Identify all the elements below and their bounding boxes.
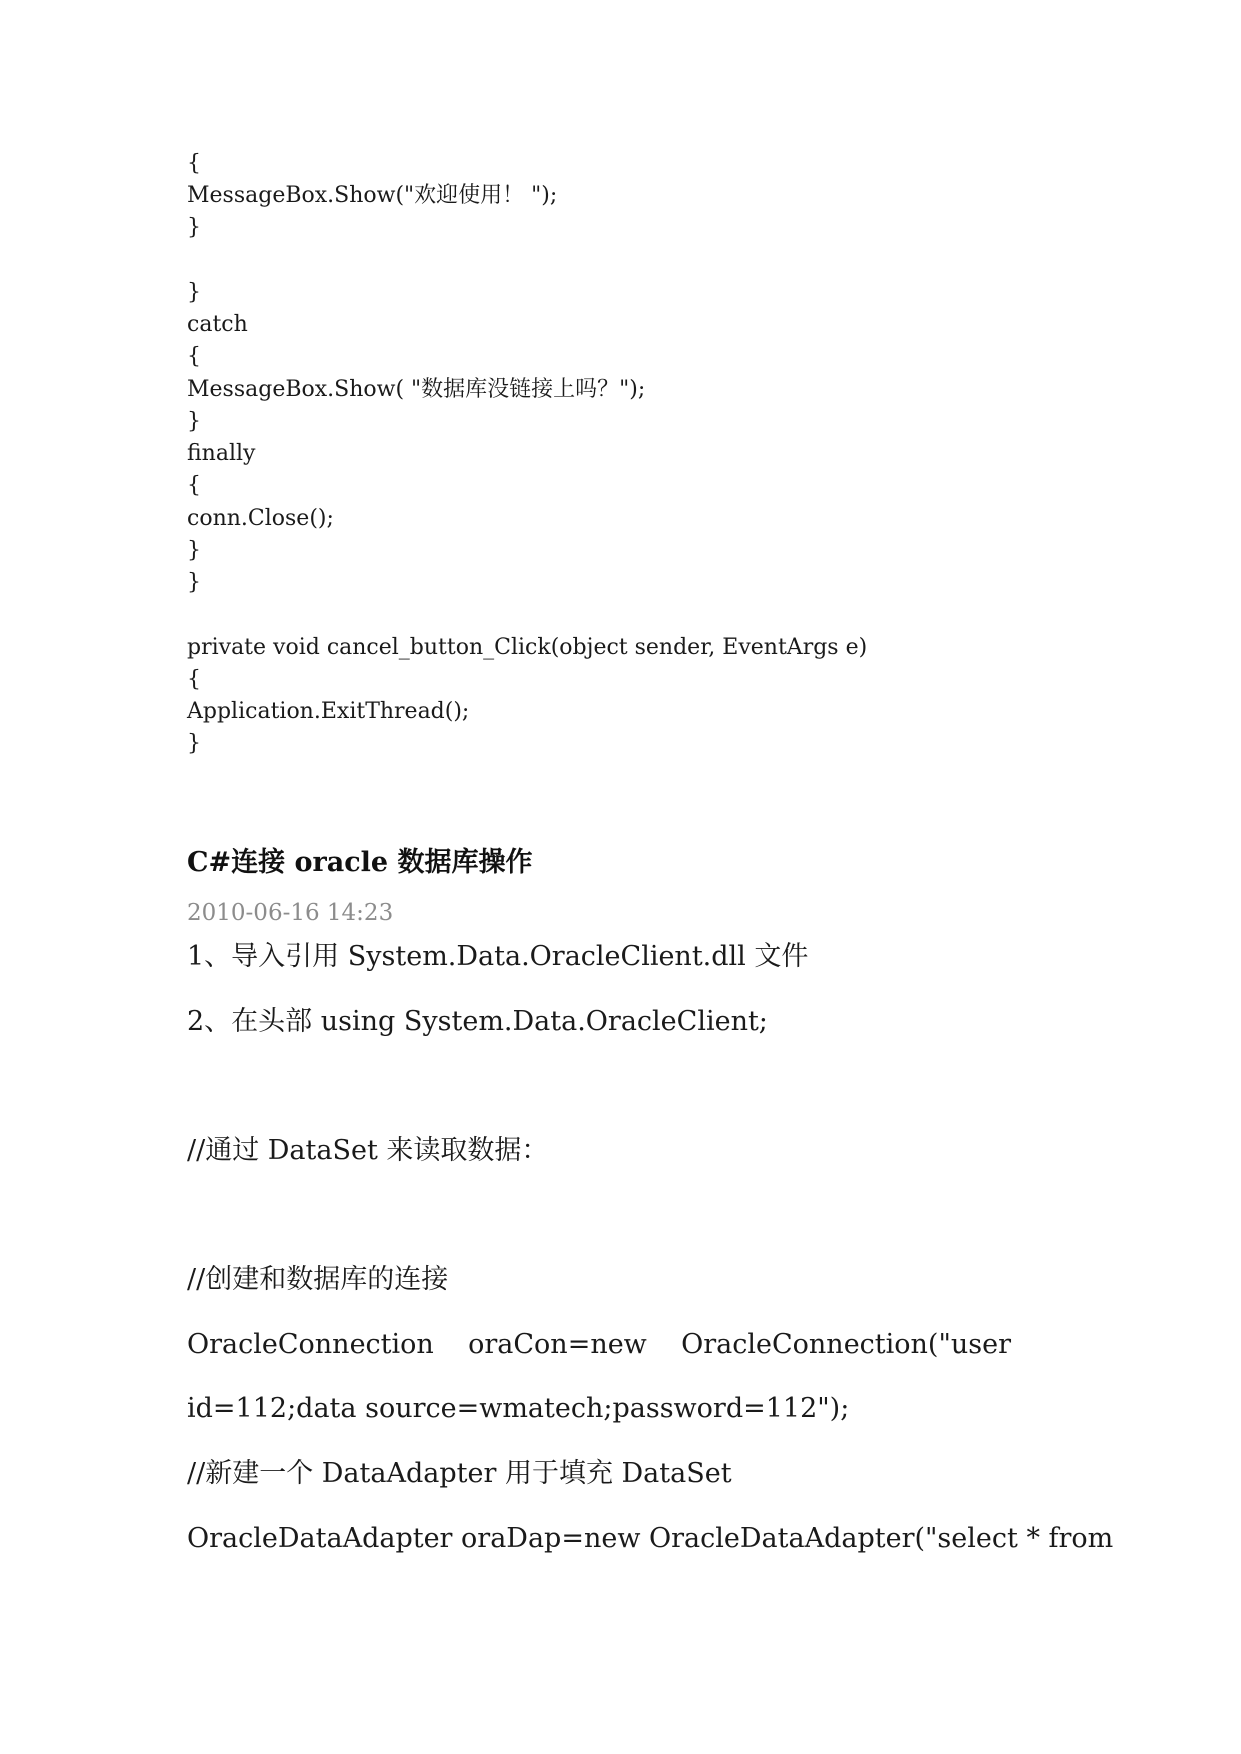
- article-line: 1、导入引用 System.Data.OracleClient.dll 文件: [187, 941, 809, 972]
- code-line: }: [187, 409, 201, 434]
- code-line: {: [187, 473, 201, 498]
- code-line: Application.ExitThread();: [187, 699, 470, 724]
- article-date: 2010-06-16 14:23: [187, 900, 394, 926]
- code-line: catch: [187, 312, 248, 337]
- code-line: }: [187, 731, 201, 756]
- code-line: }: [187, 215, 201, 240]
- article-line: OracleDataAdapter oraDap=new OracleDataAdapter("select * from: [187, 1523, 1114, 1554]
- code-line: {: [187, 151, 201, 176]
- code-line: MessageBox.Show( "数据库没链接上吗？");: [187, 377, 646, 402]
- code-line: MessageBox.Show("欢迎使用！ ");: [187, 183, 558, 208]
- article-line: id=112;data source=wmatech;password=112");: [187, 1393, 850, 1424]
- code-line: }: [187, 538, 201, 563]
- article-line: //新建一个 DataAdapter 用于填充 DataSet: [187, 1458, 732, 1489]
- code-line: private void cancel_button_Click(object sender, EventArgs e): [187, 635, 868, 660]
- article-line: //创建和数据库的连接: [187, 1264, 449, 1295]
- article-line: OracleConnection oraCon=new OracleConnection("user: [187, 1329, 1012, 1360]
- code-line: {: [187, 667, 201, 692]
- code-line: }: [187, 280, 201, 305]
- article-line: 2、在头部 using System.Data.OracleClient;: [187, 1006, 768, 1037]
- code-line: {: [187, 344, 201, 369]
- code-line: conn.Close();: [187, 506, 334, 531]
- code-line: }: [187, 570, 201, 595]
- article-title: C#连接 oracle 数据库操作: [187, 847, 533, 878]
- code-line: finally: [187, 441, 256, 466]
- article-line: //通过 DataSet 来读取数据：: [187, 1135, 549, 1166]
